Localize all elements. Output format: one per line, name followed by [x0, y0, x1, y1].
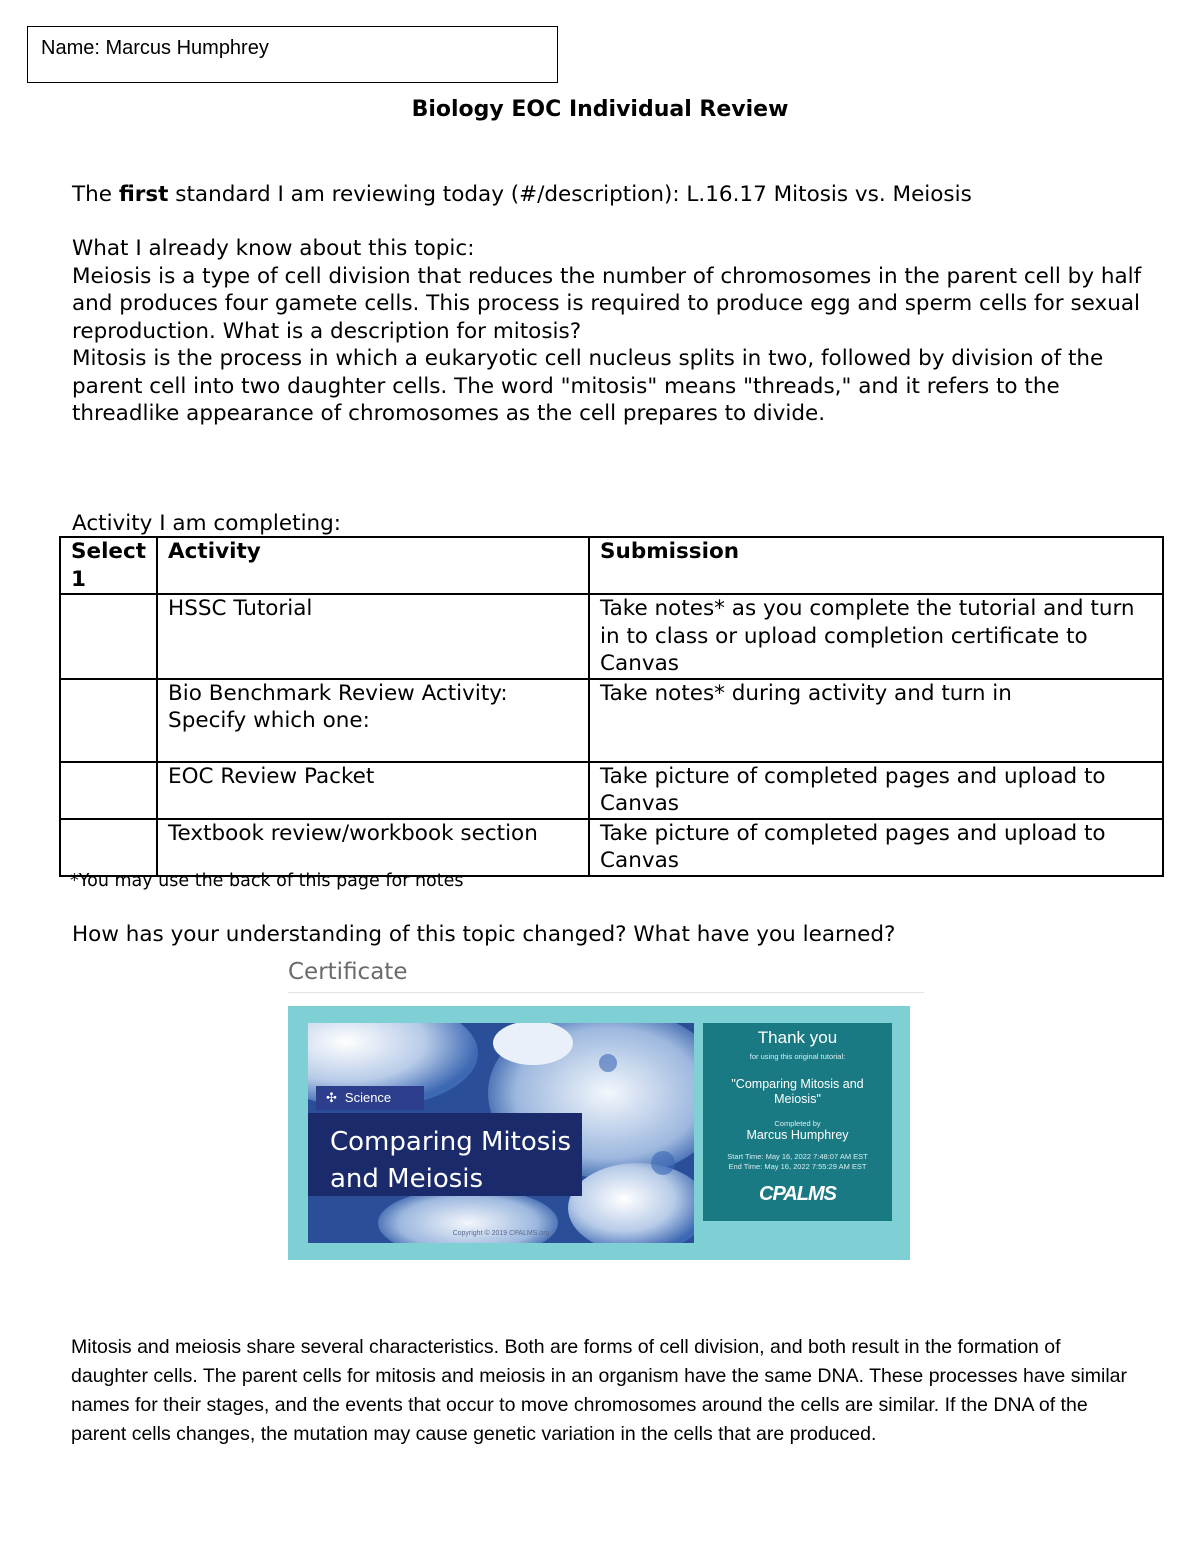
select-cell[interactable]	[60, 819, 157, 876]
start-time: Start Time: May 16, 2022 7:48:07 AM EST	[727, 1152, 868, 1161]
page-title: Biology EOC Individual Review	[411, 97, 789, 122]
certificate-label: Certificate	[288, 959, 408, 985]
standard-prefix: The	[72, 182, 119, 207]
submission-column-header: Submission	[589, 537, 1163, 594]
certificate-image	[288, 1006, 910, 1260]
submission-cell: Take picture of completed pages and upload to Canvas	[589, 762, 1163, 819]
completed-by-label: Completed by	[774, 1119, 821, 1128]
select-cell[interactable]	[60, 594, 157, 679]
table-row	[60, 762, 1163, 819]
name-box	[27, 26, 558, 83]
standard-suffix: standard I am reviewing today (#/description): L.16.17 Mitosis vs. Meiosis	[168, 182, 972, 207]
table-row	[60, 594, 1163, 679]
mitosis-text: Mitosis is the process in which a eukaryotic cell nucleus splits in two, followed by division of the parent cell into two daughter cells. The word "mitosis" means "threads," and it refers to the threadlike appearance of chromosomes as the cell prepares to divide.	[72, 346, 1104, 426]
prior-knowledge-heading: What I already know about this topic:	[72, 236, 475, 261]
table-row	[60, 679, 1163, 762]
activity-cell: Textbook review/workbook section	[157, 819, 589, 876]
table-header-row	[60, 537, 1163, 594]
prior-knowledge	[72, 235, 1142, 428]
certificate-student-name: Marcus Humphrey	[746, 1128, 849, 1142]
activity-cell: Bio Benchmark Review Activity: Specify which one:	[157, 679, 589, 762]
activity-cell: EOC Review Packet	[157, 762, 589, 819]
submission-cell: Take notes* during activity and turn in	[589, 679, 1163, 762]
table-note: *You may use the back of this page for notes	[70, 871, 464, 891]
activity-table	[59, 536, 1164, 877]
cell-illustration	[308, 1023, 694, 1243]
standard-line	[72, 181, 1172, 209]
activity-heading: Activity I am completing:	[72, 511, 342, 536]
certificate-divider	[288, 992, 924, 993]
atom-icon: ✣	[326, 1090, 337, 1105]
science-tag-label: Science	[344, 1090, 392, 1105]
standard-bold-word: first	[118, 182, 169, 207]
activity-cell: HSSC Tutorial	[157, 594, 589, 679]
meiosis-text: Meiosis is a type of cell division that reduces the number of chromosomes in the parent cell by half and produces four gamete cells. This process is required to produce egg and sperm cells for sexual reproduction. What is a description for mitosis?	[72, 263, 1142, 344]
for-using-text: for using this original tutorial:	[749, 1052, 846, 1061]
thank-you-heading: Thank you	[757, 1028, 838, 1047]
thank-you-panel	[703, 1023, 892, 1221]
science-tag	[316, 1086, 424, 1110]
select-cell[interactable]	[60, 679, 157, 762]
submission-cell: Take picture of completed pages and upload to Canvas	[589, 819, 1163, 876]
student-name: Name: Marcus Humphrey	[41, 37, 269, 59]
select-cell[interactable]	[60, 762, 157, 819]
course-title: Comparing Mitosis and Meiosis	[330, 1127, 572, 1194]
tutorial-name: "Comparing Mitosis and Meiosis"	[731, 1077, 864, 1106]
select-column-header: Select 1	[60, 537, 157, 594]
end-time: End Time: May 16, 2022 7:55:29 AM EST	[728, 1162, 867, 1171]
reflection-question: How has your understanding of this topic changed? What have you learned?	[72, 922, 896, 947]
certificate-copyright: Copyright © 2019 CPALMS.org	[452, 1230, 550, 1237]
table-row	[60, 819, 1163, 876]
activity-column-header: Activity	[157, 537, 589, 594]
submission-cell: Take notes* as you complete the tutorial and turn in to class or upload completion certificate to Canvas	[589, 594, 1163, 679]
reflection-answer: Mitosis and meiosis share several characteristics. Both are forms of cell division, and both result in the formation of daughter cells. The parent cells for mitosis and meiosis in an organism have the same DNA. These processes have similar names for their stages, and the events that occur to move chromosomes around the cells are similar. If the DNA of the parent cells changes, the mutation may cause genetic variation in the cells that are produced.	[71, 1336, 1128, 1445]
cpalms-logo: CPALMS	[759, 1183, 836, 1205]
